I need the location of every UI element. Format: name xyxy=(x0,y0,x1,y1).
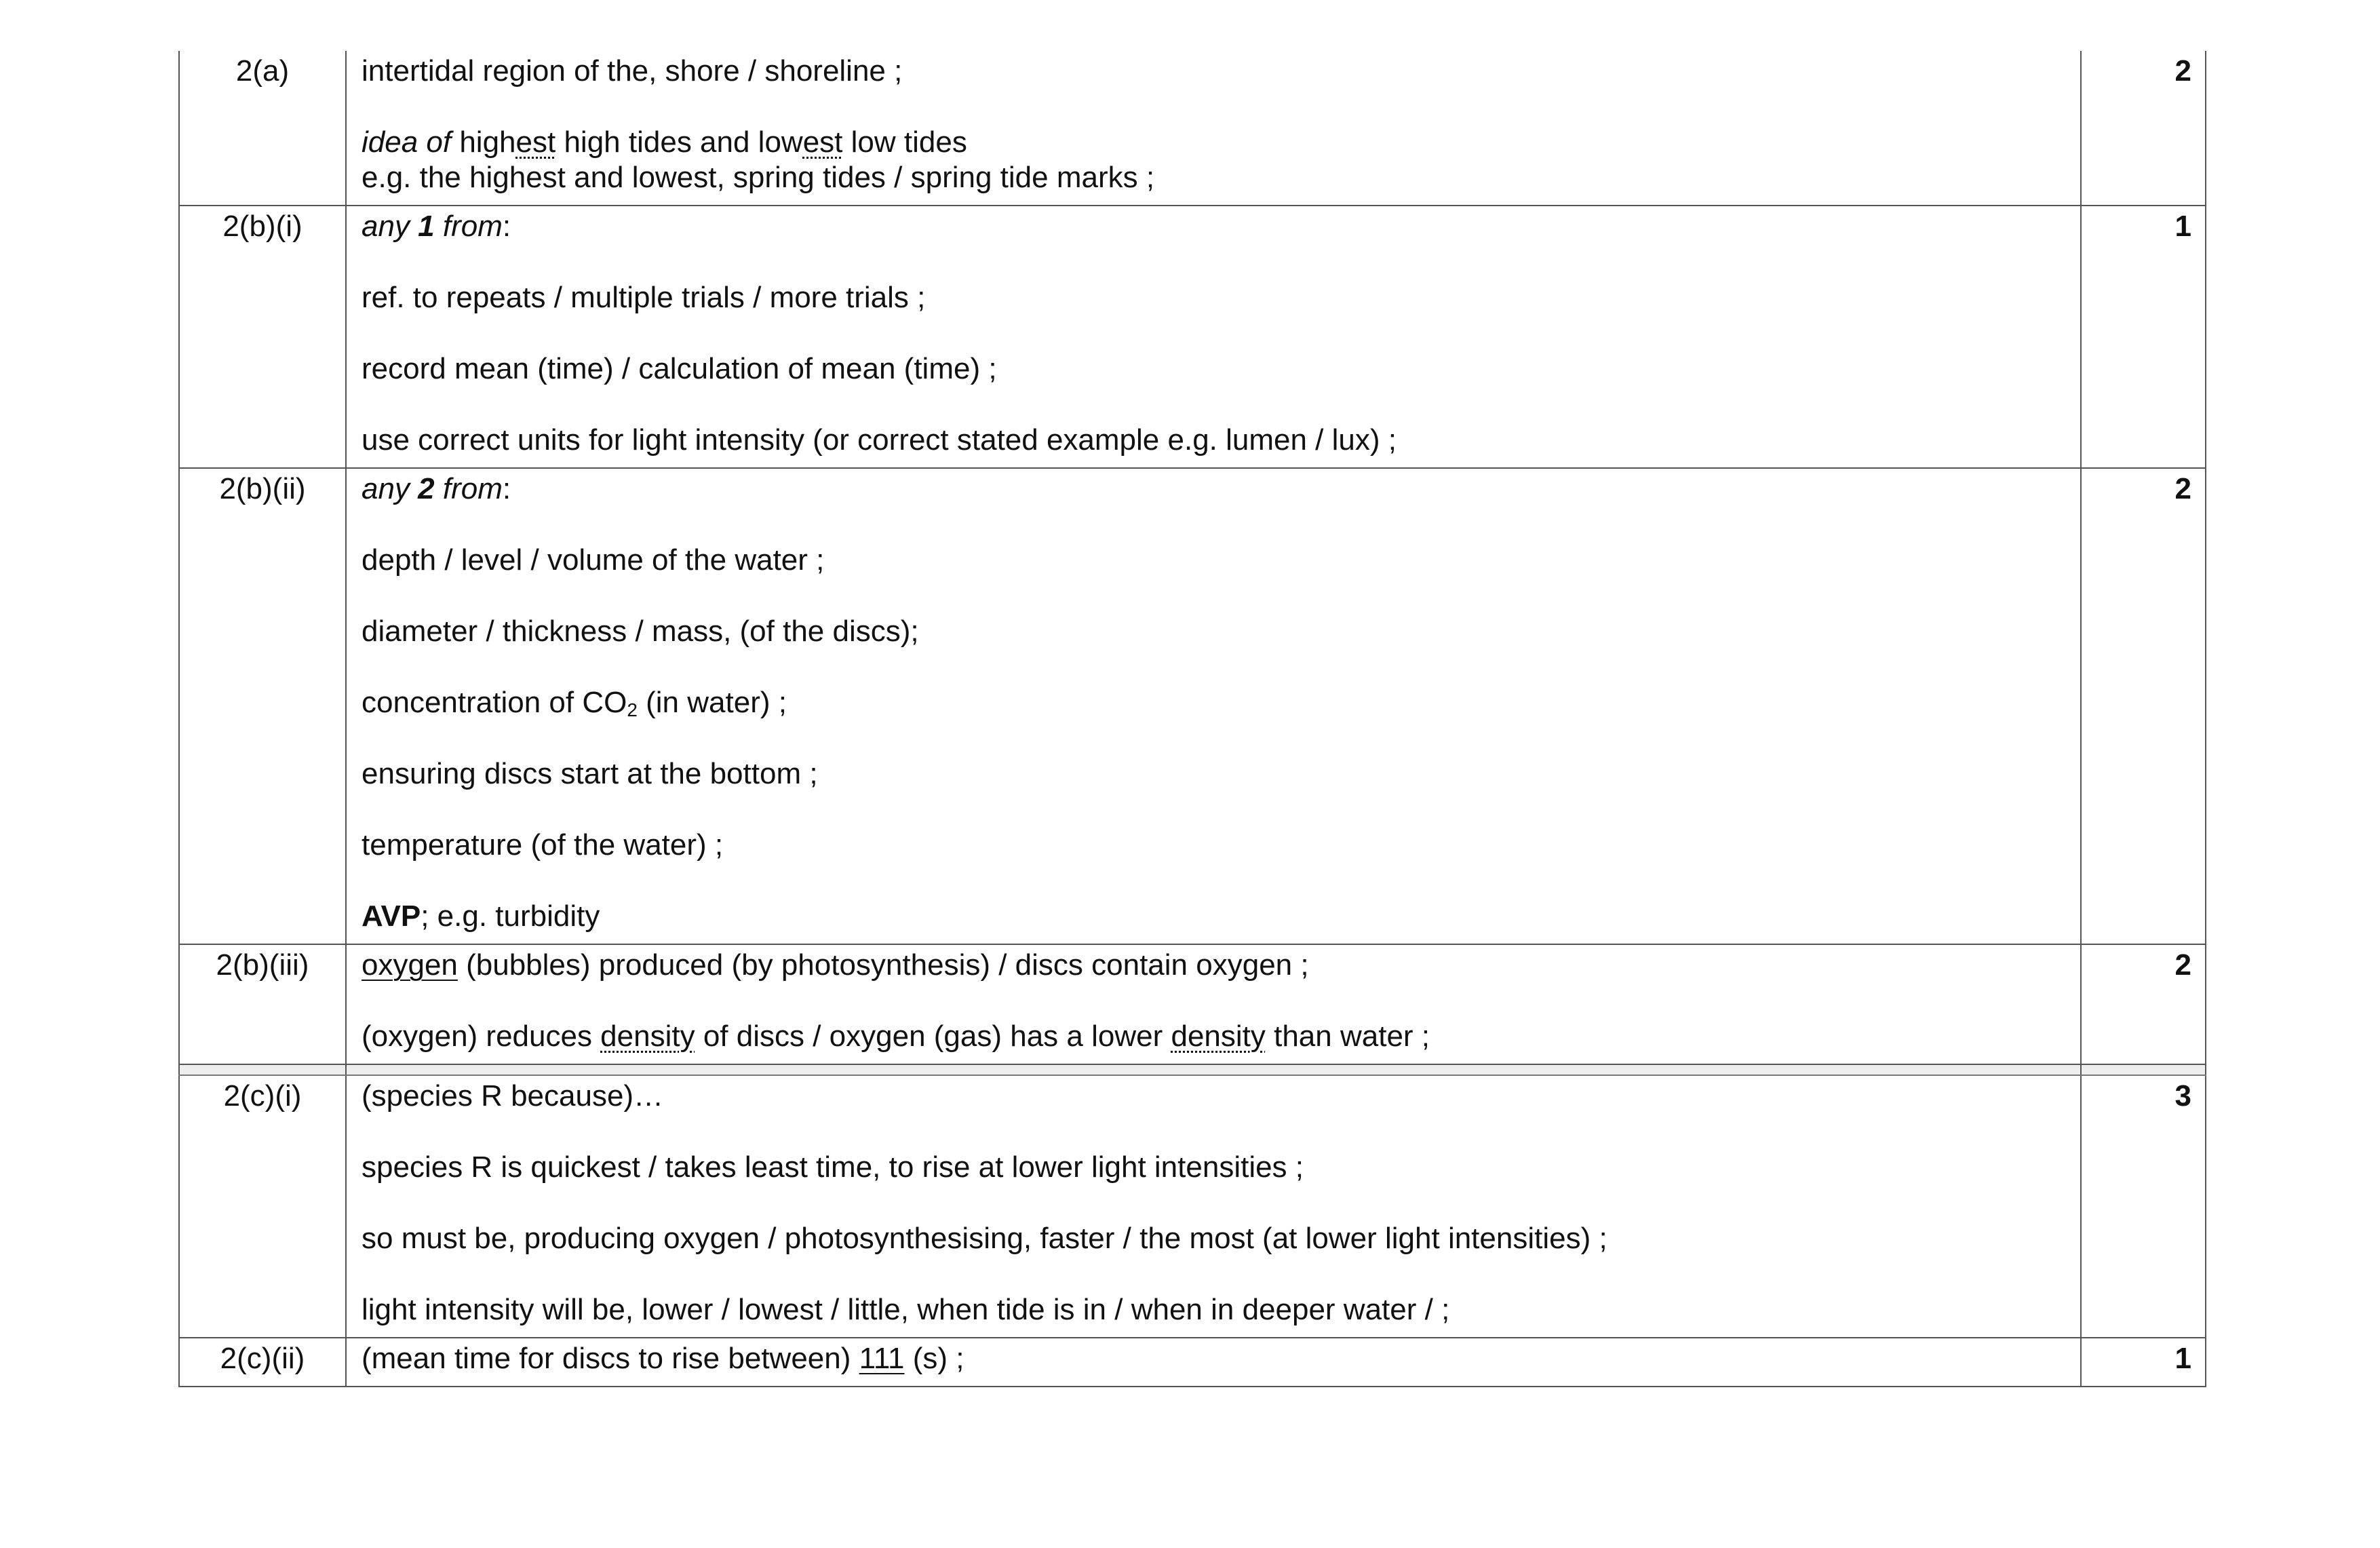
table-row-2a xyxy=(179,51,2206,206)
answer-line: AVP; e.g. turbidity xyxy=(362,899,600,933)
answer-cell xyxy=(346,51,2081,206)
answer-line: record mean (time) / calculation of mean (time) ; xyxy=(362,352,997,385)
answer-line: temperature (of the water) ; xyxy=(362,828,724,862)
answer-line: depth / level / volume of the water ; xyxy=(362,543,825,577)
marks-cell: 2 xyxy=(2081,468,2206,944)
question-number: 2(a) xyxy=(179,51,346,206)
answer-line: e.g. the highest and lowest, spring tides / spring tide marks ; xyxy=(362,161,1155,194)
question-number: 2(c)(i) xyxy=(179,1075,346,1338)
marks-cell: 3 xyxy=(2081,1075,2206,1338)
answer-line: diameter / thickness / mass, (of the discs); xyxy=(362,615,919,648)
mark-scheme-table xyxy=(178,51,2206,1387)
gap-cell xyxy=(179,1064,346,1075)
marks-cell: 2 xyxy=(2081,51,2206,206)
question-number: 2(b)(i) xyxy=(179,206,346,468)
question-number: 2(c)(ii) xyxy=(179,1338,346,1387)
gap-cell xyxy=(346,1064,2081,1075)
answer-line: concentration of $CO_2$ (in water) ; xyxy=(362,686,787,720)
answer-line: so must be, producing oxygen / photosynthesising, faster / the most (at lower light intensities) ; xyxy=(362,1222,1607,1255)
answer-line: any 2 from: xyxy=(362,472,511,505)
answer-line: ref. to repeats / multiple trials / more trials ; xyxy=(362,281,926,314)
question-number: 2(b)(iii) xyxy=(179,944,346,1064)
answer-cell xyxy=(346,1338,2081,1387)
answer-line: oxygen (bubbles) produced (by photosynthesis) / discs contain oxygen ; xyxy=(362,948,1309,982)
answer-cell xyxy=(346,1075,2081,1338)
answer-cell xyxy=(346,944,2081,1064)
mark-scheme-sheet xyxy=(178,51,2205,1387)
table-row-2biii xyxy=(179,944,2206,1064)
answer-line: idea of highest high tides and lowest low tides xyxy=(362,125,967,159)
table-row-2bi xyxy=(179,206,2206,468)
answer-line: intertidal region of the, shore / shoreline ; xyxy=(362,54,903,88)
answer-line: use correct units for light intensity (or correct stated example e.g. lumen / lux) ; xyxy=(362,423,1397,457)
marks-cell: 1 xyxy=(2081,1338,2206,1387)
answer-line: species R is quickest / takes least time, to rise at lower light intensities ; xyxy=(362,1150,1304,1184)
table-row-2ci xyxy=(179,1075,2206,1338)
answer-line: ensuring discs start at the bottom ; xyxy=(362,757,818,790)
marks-cell: 1 xyxy=(2081,206,2206,468)
answer-line: (oxygen) reduces density of discs / oxygen (gas) has a lower density than water ; xyxy=(362,1020,1430,1053)
answer-line: any 1 from: xyxy=(362,210,511,243)
question-number: 2(b)(ii) xyxy=(179,468,346,944)
marks-cell: 2 xyxy=(2081,944,2206,1064)
answer-line: (species R because)… xyxy=(362,1079,664,1112)
answer-cell xyxy=(346,468,2081,944)
gap-cell xyxy=(2081,1064,2206,1075)
answer-line: (mean time for discs to rise between) 111 (s) ; xyxy=(362,1342,964,1375)
answer-cell xyxy=(346,206,2081,468)
page-break-row xyxy=(179,1064,2206,1075)
answer-line: light intensity will be, lower / lowest / little, when tide is in / when in deeper water / ; xyxy=(362,1293,1450,1326)
table-row-2cii xyxy=(179,1338,2206,1387)
table-row-2bii xyxy=(179,468,2206,944)
